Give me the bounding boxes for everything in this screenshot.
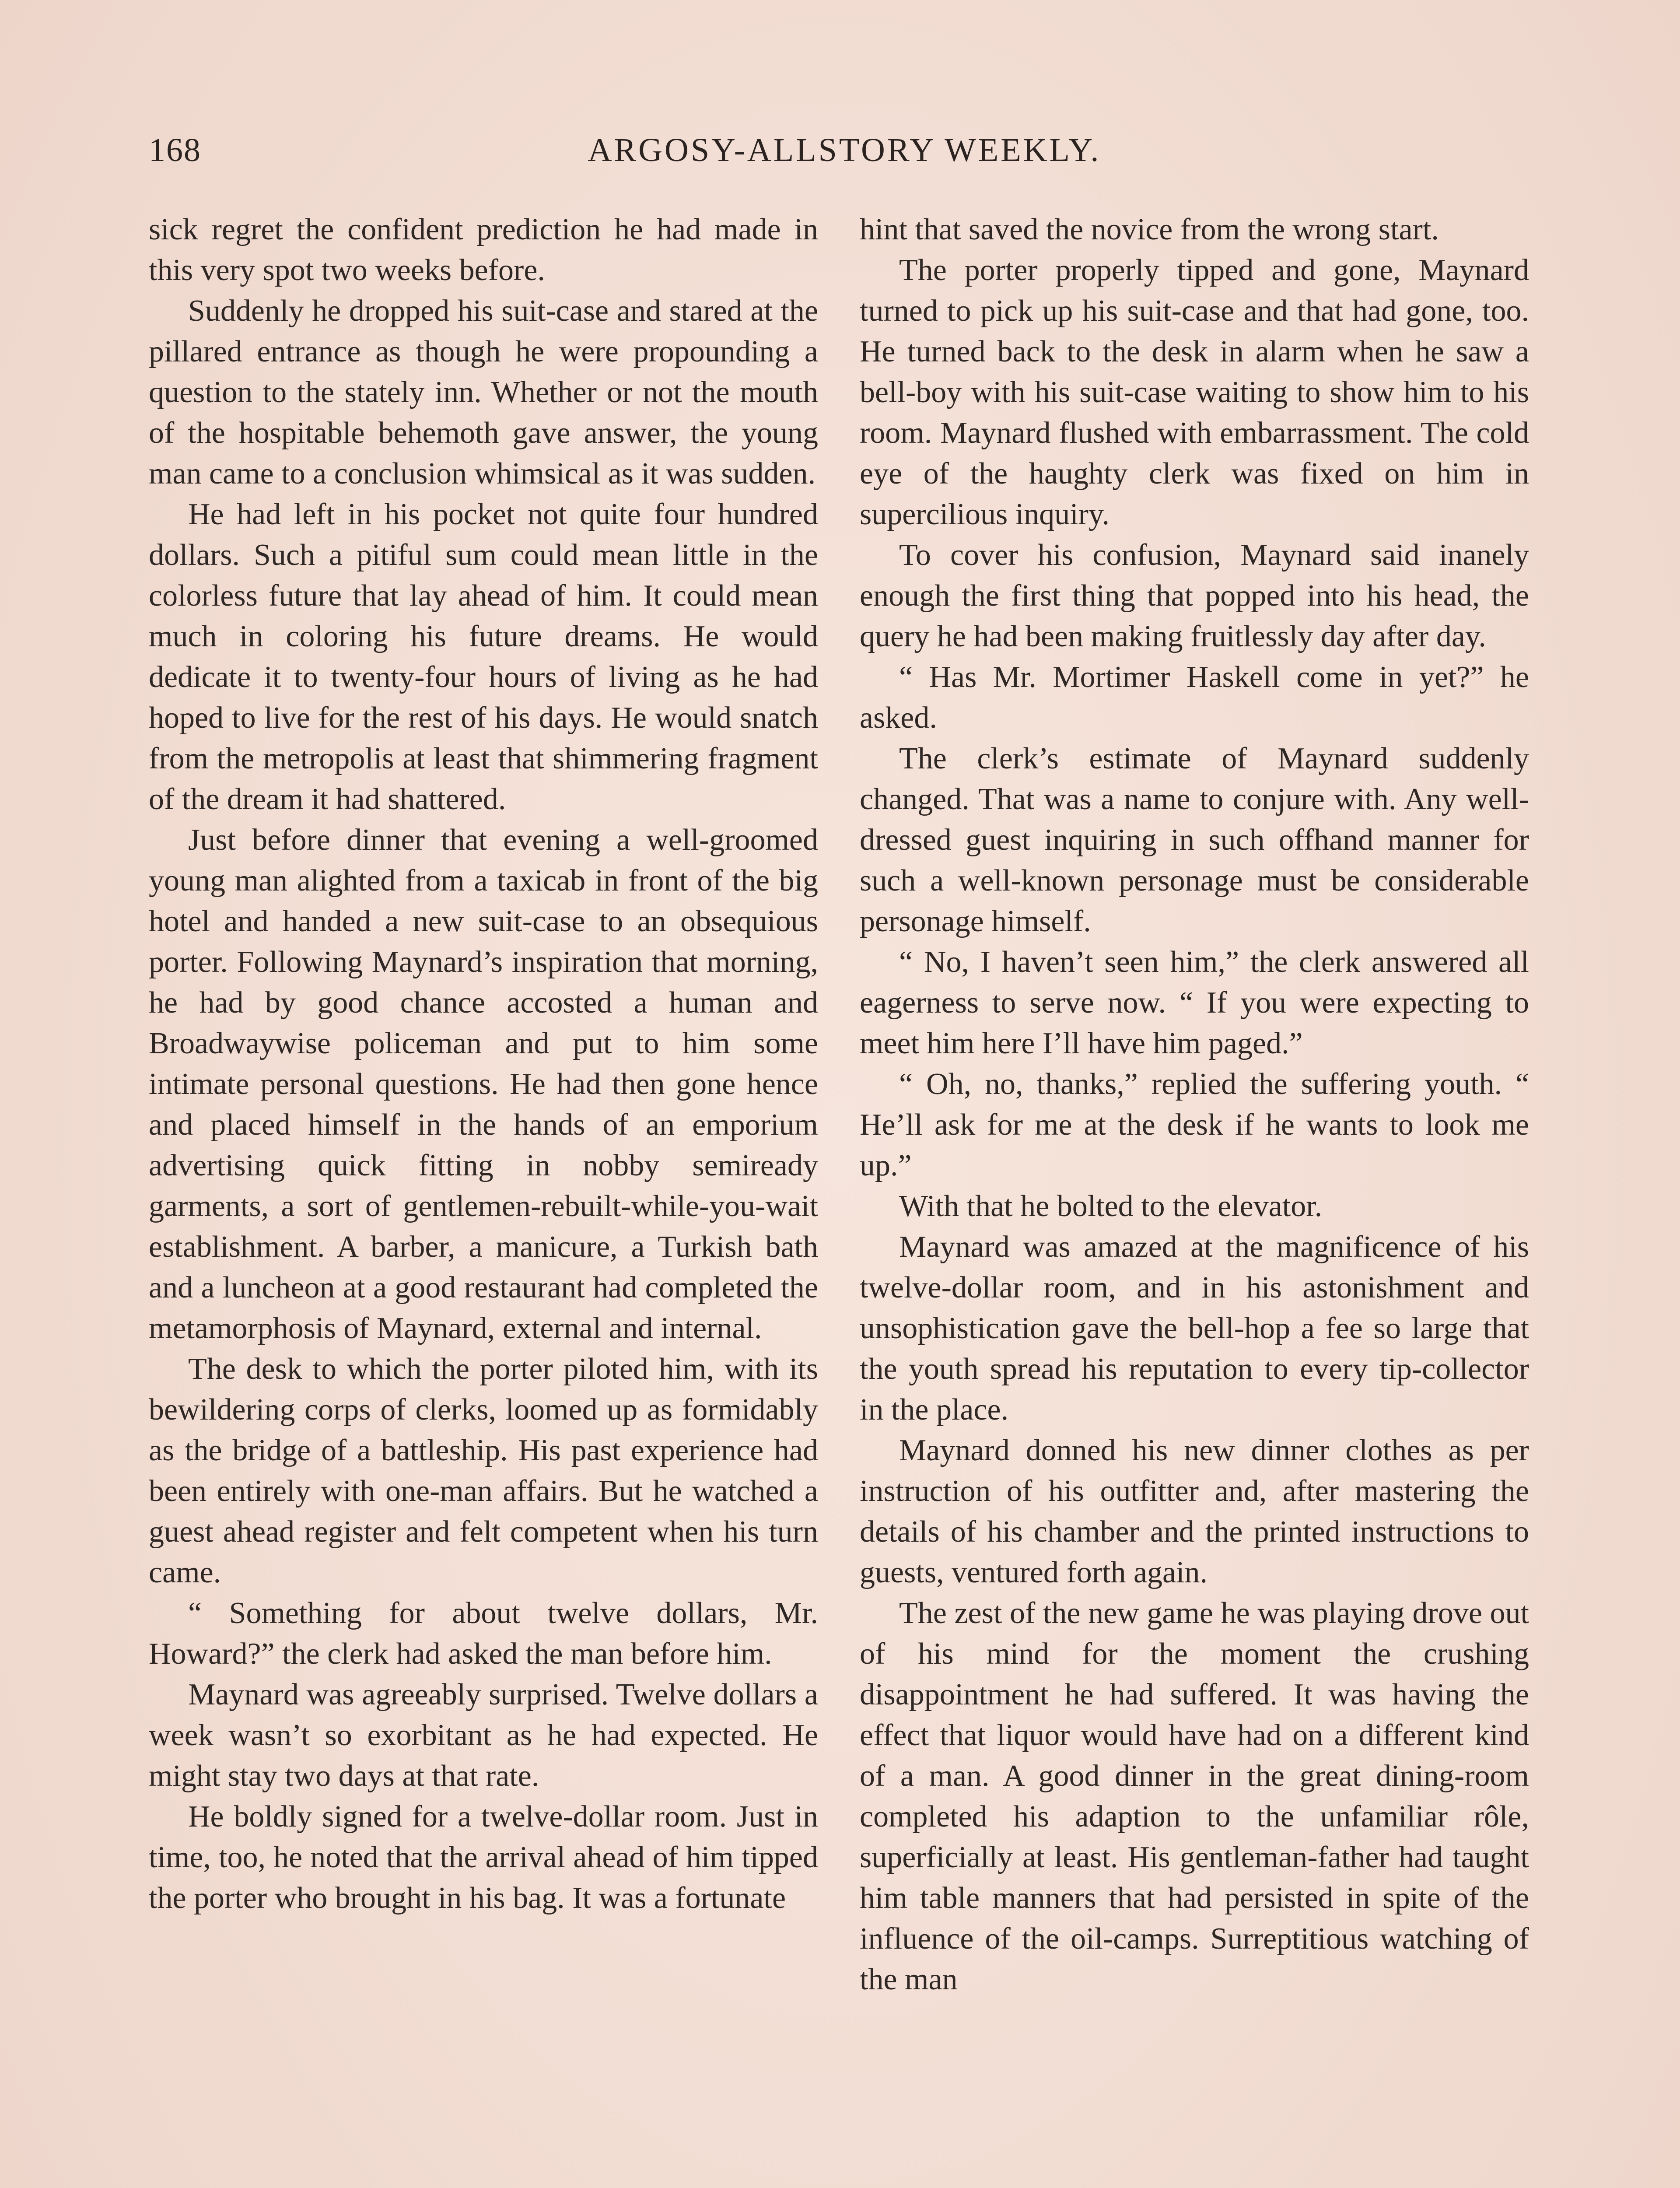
paragraph: Maynard donned his new dinner clothes as per instruction of his outfitter and, after mastering the details of his chamber and the printed instructions to guests, ventured forth again. (860, 1434, 1529, 1589)
paragraph: “ No, I haven’t seen him,” the clerk answered all eagerness to serve now. “ If you were expecting to meet him here I’ll have him paged.” (860, 945, 1529, 1060)
paragraph: He boldly signed for a twelve-dollar room. Just in time, too, he noted that the arrival ahead of him tipped the porter who brought in his bag. It was a fortunate (149, 1800, 818, 1915)
paragraph: Maynard was agreeably surprised. Twelve dollars a week wasn’t so exorbitant as he had expected. He might stay two days at that rate. (149, 1678, 818, 1793)
paragraph: The clerk’s estimate of Maynard suddenly changed. That was a name to conjure with. Any well-dressed guest inquiring in such offhand manner for such a well-known personage must be considerable personage himself. (860, 742, 1529, 938)
paragraph: “ Has Mr. Mortimer Haskell come in yet?” he asked. (860, 660, 1529, 735)
paragraph: Just before dinner that evening a well-groomed young man alighted from a taxicab in front of the big hotel and handed a new suit-case to an obsequious porter. Following Maynard’s inspiration that morning, he had by good chance accosted a human and Broadwaywise policeman and put to him some intimate personal questions. He had then gone hence and placed himself in the hands of an emporium advertising quick fitting in nobby semiready garments, a sort of gentlemen-rebuilt-while-you-wait establishment. A barber, a manicure, a Turkish bath and a luncheon at a good restaurant had completed the metamorphosis of Maynard, external and internal. (149, 823, 818, 1345)
paragraph: The zest of the new game he was playing drove out of his mind for the moment the crushing disappointment he had suffered. It was having the effect that liquor would have had on a different kind of a man. A good dinner in the great dining-room completed his adaption to the unfamiliar rôle, superficially at least. His gentleman-father had taught him table manners that had persisted in spite of the influence of the oil-camps. Surreptitious watching of the man (860, 1596, 1529, 1996)
paragraph: He had left in his pocket not quite four hundred dollars. Such a pitiful sum could mean little in the colorless future that lay ahead of him. It could mean much in coloring his future dreams. He would dedicate it to twenty-four hours of living as he had hoped to live for the rest of his days. He would snatch from the metropolis at least that shimmering fragment of the dream it had shattered. (149, 498, 818, 816)
paragraph: To cover his confusion, Maynard said inanely enough the first thing that popped into his head, the query he had been making fruitlessly day after day. (860, 538, 1529, 653)
running-head (149, 131, 1540, 184)
paragraph: “ Something for about twelve dollars, Mr. Howard?” the clerk had asked the man before him. (149, 1596, 818, 1671)
page-number: 168 (149, 132, 201, 168)
left-text-column (149, 209, 818, 1918)
paragraph: Maynard was amazed at the magnificence of his twelve-dollar room, and in his astonishment and unsophistication gave the bell-hop a fee so large that the youth spread his reputation to every tip-collector in the place. (860, 1230, 1529, 1427)
paragraph: The porter properly tipped and gone, Maynard turned to pick up his suit-case and that had gone, too. He turned back to the desk in alarm when he saw a bell-boy with his suit-case waiting to show him to his room. Maynard flushed with embarrassment. The cold eye of the haughty clerk was fixed on him in supercilious inquiry. (860, 253, 1529, 531)
paragraph: hint that saved the novice from the wrong start. (860, 213, 1439, 246)
journal-title: ARGOSY-ALLSTORY WEEKLY. (588, 132, 1101, 168)
right-text-column (860, 209, 1529, 2000)
paragraph: Suddenly he dropped his suit-case and stared at the pillared entrance as though he were propounding a question to the stately inn. Whether or not the mouth of the hospitable behemoth gave answer, the young man came to a conclusion whimsical as it was sudden. (149, 294, 818, 491)
paragraph: “ Oh, no, thanks,” replied the suffering youth. “ He’ll ask for me at the desk if he wants to look me up.” (860, 1067, 1529, 1182)
paragraph: The desk to which the porter piloted him, with its bewildering corps of clerks, loomed up as formidably as the bridge of a battleship. His past experience had been entirely with one-man affairs. But he watched a guest ahead register and felt competent when his turn came. (149, 1352, 818, 1589)
paragraph: With that he bolted to the elevator. (899, 1189, 1323, 1223)
paragraph: sick regret the confident prediction he had made in this very spot two weeks before. (149, 213, 818, 287)
